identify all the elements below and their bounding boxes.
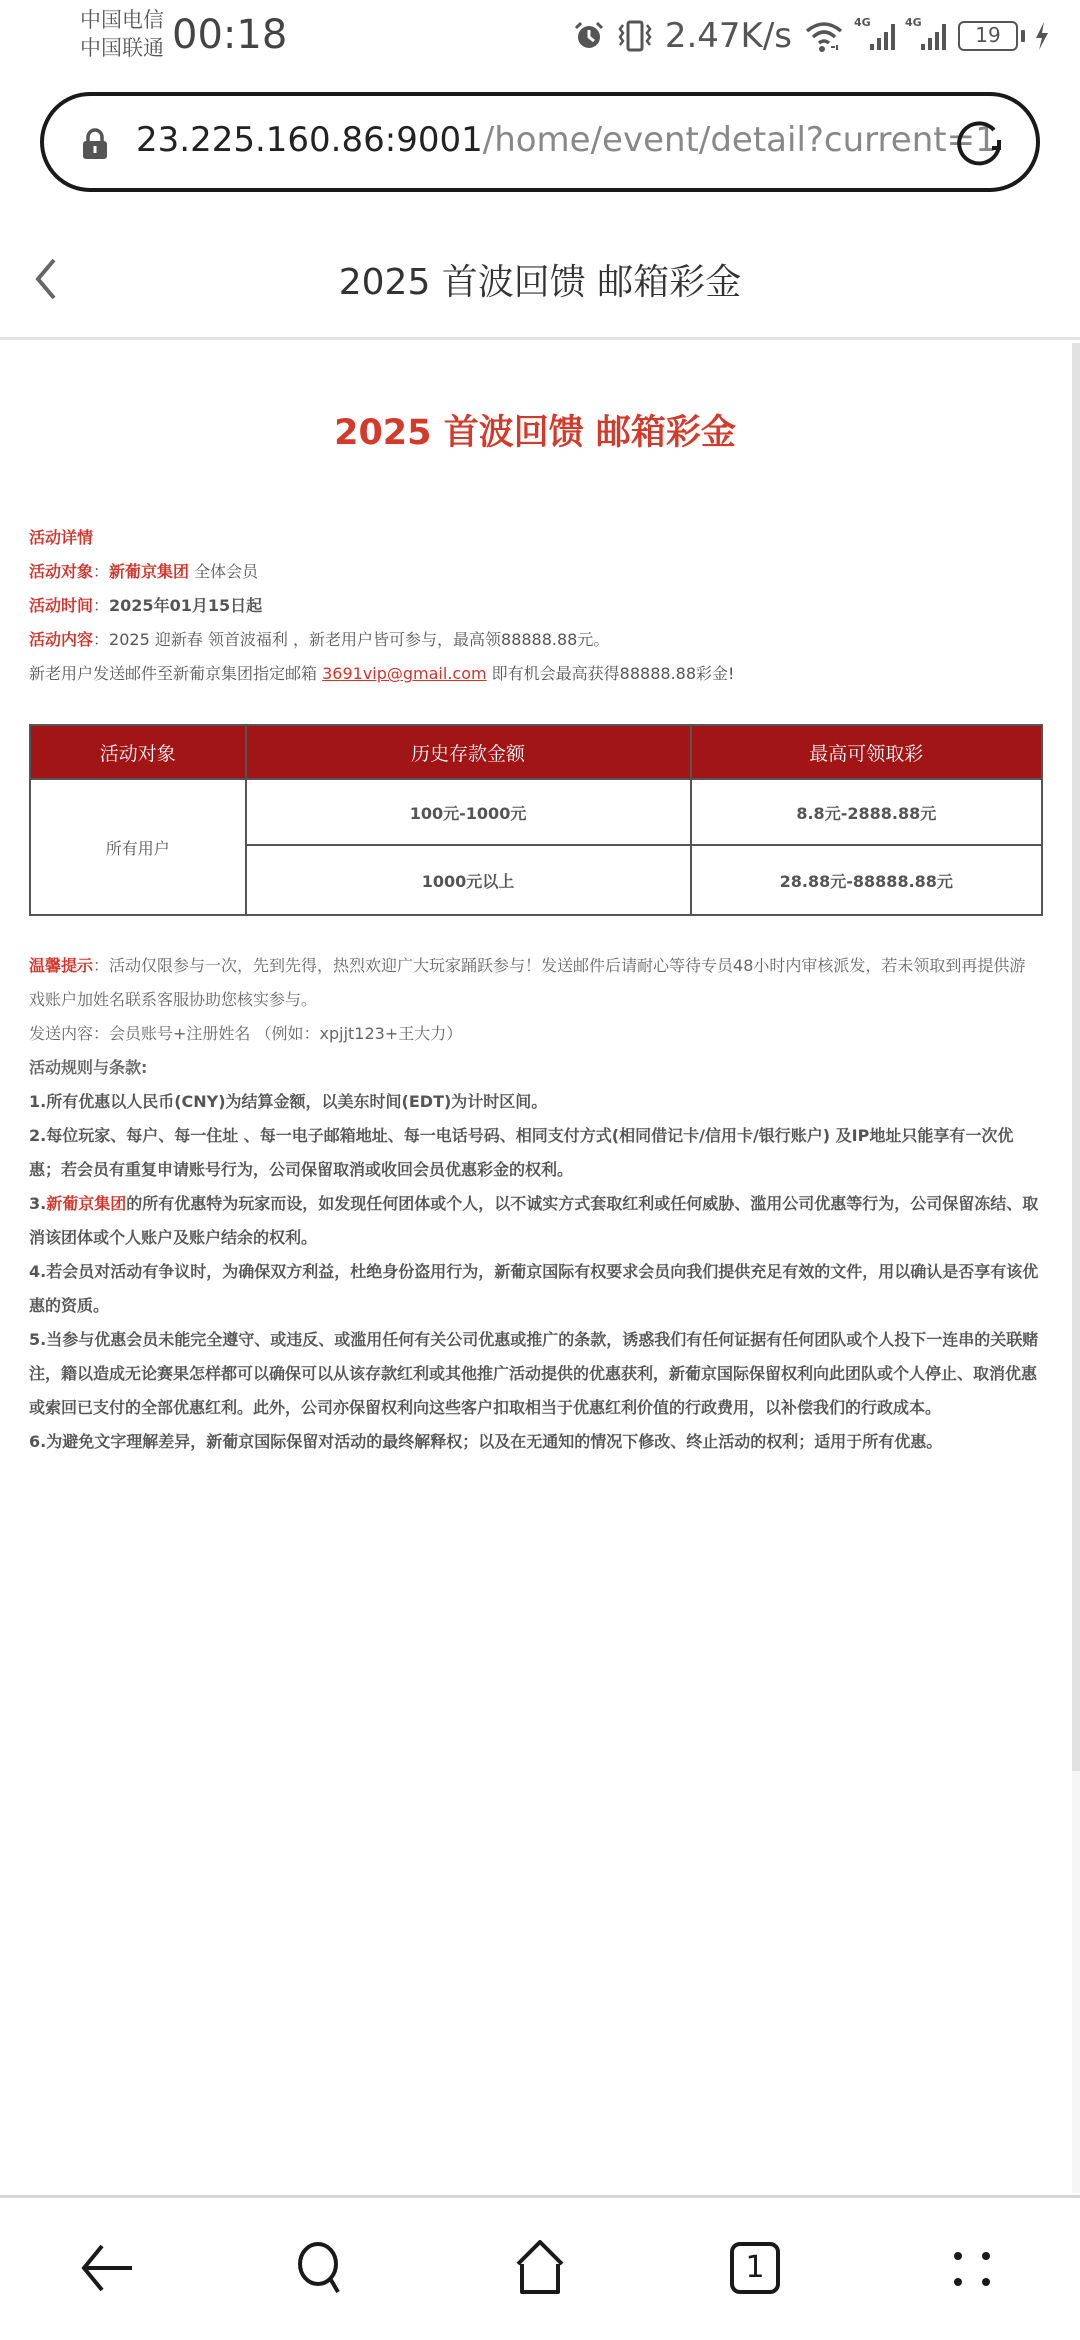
email-suffix: 即有机会最高获得88888.88彩金! bbox=[486, 664, 735, 683]
rule-3-brand: 新葡京集团 bbox=[46, 1194, 127, 1213]
carrier-2: 中国联通 bbox=[80, 36, 164, 60]
address-bar[interactable] bbox=[40, 92, 1040, 192]
time-value: 2025年01月15日起 bbox=[109, 596, 263, 615]
tip-paragraph bbox=[29, 949, 1039, 1017]
page-header bbox=[0, 220, 1080, 340]
signal-icon bbox=[854, 16, 895, 50]
email-prefix: 新老用户发送邮件至新葡京集团指定邮箱 bbox=[29, 664, 323, 683]
status-icons bbox=[573, 14, 1050, 58]
menu-button[interactable] bbox=[942, 2238, 1002, 2298]
content-value: 2025 迎新春 领首波福利 ，新老用户皆可参与，最高领88888.88元。 bbox=[109, 630, 610, 649]
rules-list bbox=[29, 1085, 1039, 1459]
rule-item: 2.每位玩家、每户、每一住址 、每一电子邮箱地址、每一电话号码、相同支付方式(相同借记卡/信用卡/银行账户) 及IP地址只能享有一次优惠；若会员有重复申请账号行为，公司保留取消或收回会员优惠彩金的权利。 bbox=[29, 1126, 1014, 1179]
table-row bbox=[30, 779, 1042, 845]
wifi-icon bbox=[804, 19, 844, 53]
network-speed: 2.47K/s bbox=[664, 16, 792, 56]
menu-dots-icon bbox=[950, 2246, 994, 2290]
target-brand: 新葡京集团 bbox=[109, 562, 190, 581]
bonus-cell: 28.88元-88888.88元 bbox=[691, 845, 1042, 915]
scrollbar-thumb[interactable] bbox=[1072, 343, 1080, 1771]
clock: 00:18 bbox=[172, 12, 288, 58]
colon: ： bbox=[93, 562, 110, 581]
tip-text: 活动仅限参与一次，先到先得，热烈欢迎广大玩家踊跃参与！发送邮件后请耐心等待专员48小时内审核派发，若未领取到再提供游戏账户加姓名联系客服协助您核实参与。 bbox=[29, 956, 1026, 1009]
target-value: 全体会员 bbox=[189, 562, 259, 581]
signal-1-label: 4G bbox=[854, 16, 871, 29]
rule-item: 4.若会员对活动有争议时，为确保双方利益，杜绝身份盗用行为，新葡京国际有权要求会员向我们提供充足有效的文件，用以确认是否享有该优惠的资质。 bbox=[29, 1262, 1039, 1315]
target-cell: 所有用户 bbox=[30, 779, 246, 915]
back-button[interactable] bbox=[78, 2238, 138, 2298]
colon: ： bbox=[93, 630, 110, 649]
column-header: 最高可领取彩 bbox=[691, 725, 1042, 779]
vibrate-icon bbox=[617, 19, 653, 53]
email-link[interactable]: 3691vip@gmail.com bbox=[322, 664, 487, 683]
promo-table bbox=[29, 724, 1043, 916]
deposit-cell: 100元-1000元 bbox=[246, 779, 691, 845]
details-heading: 活动详情 bbox=[29, 528, 94, 547]
article-title: 2025 首波回馈 邮箱彩金 bbox=[334, 413, 736, 453]
rule-3-prefix: 3. bbox=[29, 1194, 47, 1213]
battery-level: 19 bbox=[975, 23, 1001, 47]
tab-count: 1 bbox=[745, 2250, 765, 2285]
tip-label: 温馨提示 bbox=[29, 956, 94, 975]
status-bar bbox=[0, 0, 1080, 78]
time-label: 活动时间 bbox=[29, 596, 94, 615]
search-button[interactable] bbox=[292, 2238, 352, 2298]
column-header: 历史存款金额 bbox=[246, 725, 691, 779]
rule-3-text: 的所有优惠特为玩家而设，如发现任何团体或个人，以不诚实方式套取红利或任何威胁、滥用公司优惠等行为，公司保留冻结、取消该团体或个人账户及账户结余的权利。 bbox=[29, 1194, 1039, 1247]
rule-item: 6.为避免文字理解差异，新葡京国际保留对活动的最终解释权；以及在无通知的情况下修改、终止活动的权利；适用于所有优惠。 bbox=[29, 1432, 943, 1451]
search-icon bbox=[296, 2240, 348, 2296]
url-host: 23.225.160.86:9001 bbox=[136, 120, 483, 160]
deposit-cell: 1000元以上 bbox=[246, 845, 691, 915]
rule-item bbox=[29, 1187, 1039, 1255]
reload-icon[interactable] bbox=[954, 118, 1006, 170]
activity-content bbox=[29, 627, 609, 650]
carrier-1: 中国电信 bbox=[80, 8, 164, 32]
tabs-icon bbox=[730, 2242, 780, 2294]
lock-icon bbox=[82, 128, 108, 160]
battery-icon bbox=[958, 21, 1018, 51]
rule-item: 1.所有优惠以人民币(CNY)为结算金额，以美东时间(EDT)为计时区间。 bbox=[29, 1092, 548, 1111]
email-instructions bbox=[29, 661, 734, 684]
carrier-info bbox=[80, 6, 164, 62]
rules-heading: 活动规则与条款: bbox=[29, 1058, 148, 1077]
colon: ： bbox=[93, 596, 110, 615]
url-text[interactable] bbox=[136, 120, 997, 160]
signal-2-label: 4G bbox=[905, 16, 922, 29]
colon: ： bbox=[93, 956, 110, 975]
browser-bottom-nav bbox=[0, 2195, 1080, 2340]
content-label: 活动内容 bbox=[29, 630, 94, 649]
activity-target bbox=[29, 559, 258, 582]
column-header: 活动对象 bbox=[30, 725, 246, 779]
send-content: 发送内容：会员账号+注册姓名 （例如：xpjjt123+王大力） bbox=[29, 1024, 463, 1043]
activity-time bbox=[29, 593, 262, 616]
tabs-button[interactable] bbox=[725, 2238, 785, 2298]
table-header-row bbox=[30, 725, 1042, 779]
target-label: 活动对象 bbox=[29, 562, 94, 581]
back-arrow-icon bbox=[80, 2242, 136, 2294]
url-path: /home/event/detail?current=1 bbox=[482, 120, 997, 160]
home-button[interactable] bbox=[510, 2238, 570, 2298]
home-icon bbox=[512, 2240, 568, 2296]
alarm-icon bbox=[573, 20, 605, 52]
signal-icon bbox=[905, 16, 946, 50]
page-title: 2025 首波回馈 邮箱彩金 bbox=[338, 262, 742, 303]
bonus-cell: 8.8元-2888.88元 bbox=[691, 779, 1042, 845]
charging-icon bbox=[1034, 21, 1050, 51]
rule-item: 5.当参与优惠会员未能完全遵守、或违反、或滥用任何有关公司优惠或推广的条款，诱惑我们有任何证据有任何团队或个人投下一连串的关联赌注，籍以造成无论赛果怎样都可以确保可以从该存款红利或其他推广活动提供的优惠获利，新葡京国际保留权利向此团队或个人停止、取消优惠或索回已支付的全部优惠红利。此外，公司亦保留权利向这些客户扣取相当于优惠红利价值的行政费用，以补偿我们的行政成本。 bbox=[29, 1330, 1039, 1417]
